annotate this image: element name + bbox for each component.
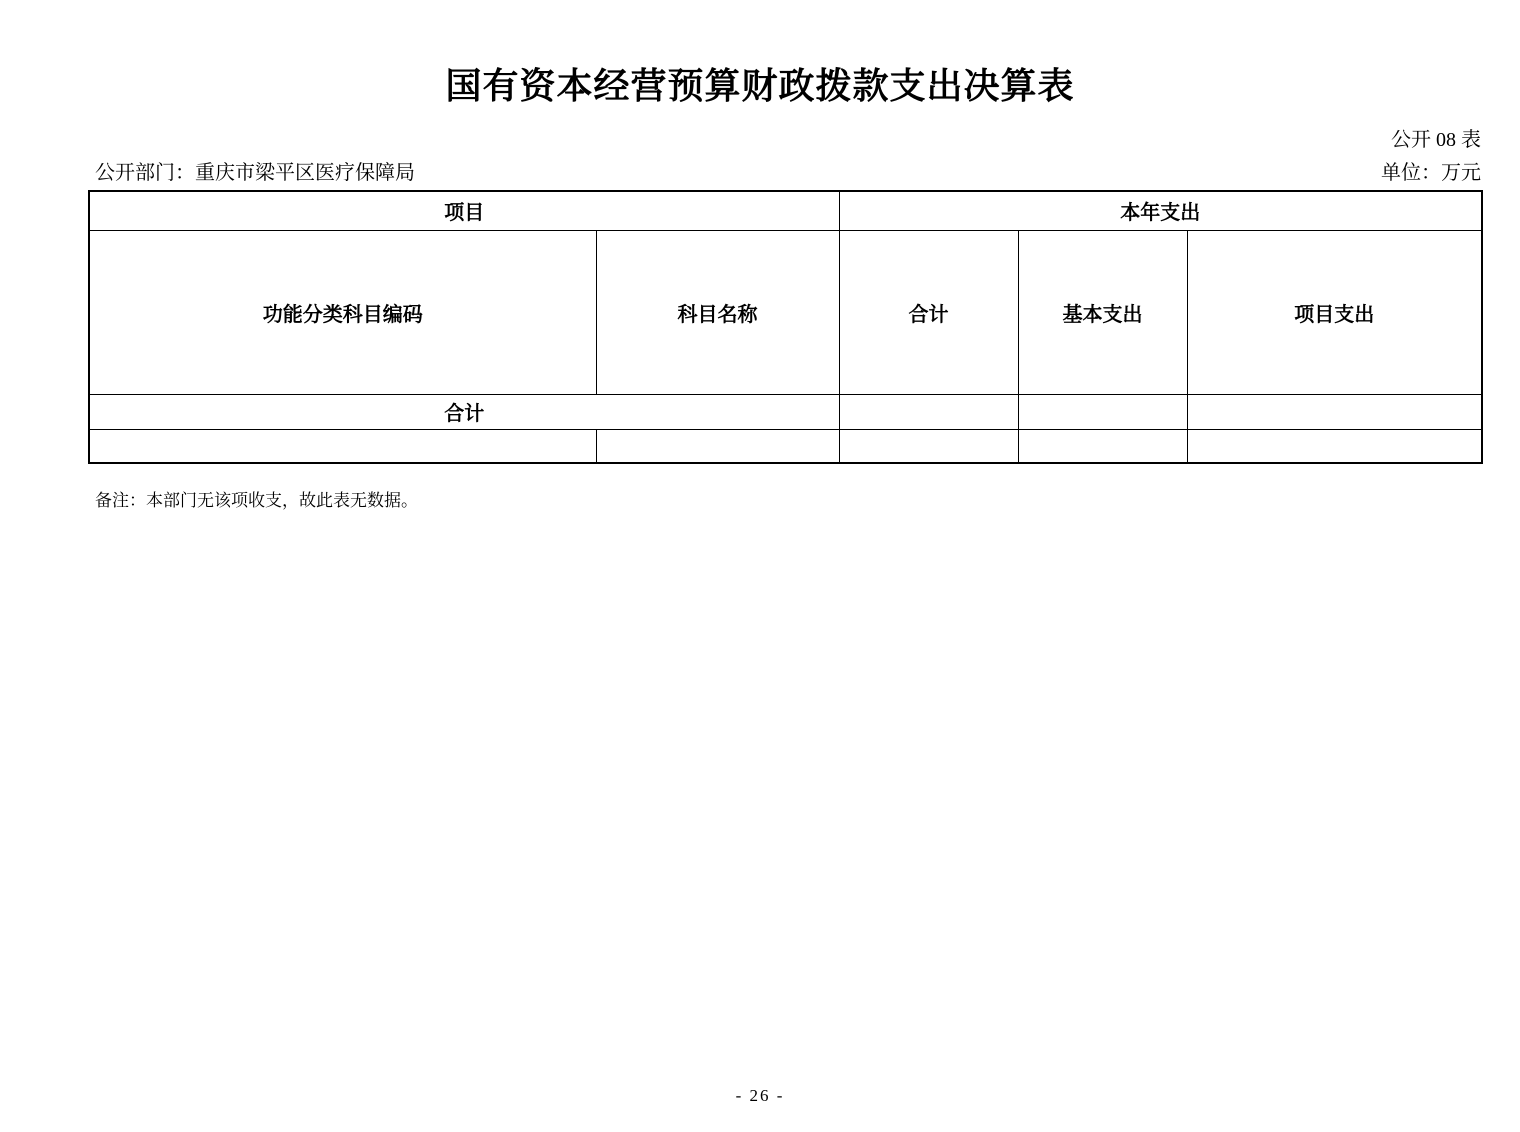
total-row-cell-project-expenditure — [1187, 394, 1482, 429]
empty-row-cell-total — [839, 429, 1018, 463]
note-text: 备注：本部门无该项收支，故此表无数据。 — [95, 491, 418, 510]
total-row-label: 合计 — [89, 394, 839, 429]
total-row-cell-total — [839, 394, 1018, 429]
table-row-total — [89, 394, 1482, 429]
table-row-empty — [89, 429, 1482, 463]
group-header-project: 项目 — [89, 191, 839, 230]
page-title: 国有资本经营预算财政拨款支出决算表 — [445, 66, 1075, 106]
empty-row-cell-basic-expenditure — [1018, 429, 1187, 463]
empty-row-cell-project-expenditure — [1187, 429, 1482, 463]
table-column-header-row — [89, 230, 1482, 394]
unit-label: 单位：万元 — [1381, 162, 1481, 184]
group-header-current-year-expenditure: 本年支出 — [839, 191, 1482, 230]
col-header-basic-expenditure: 基本支出 — [1018, 230, 1187, 394]
empty-row-cell-function-code — [89, 429, 596, 463]
form-number-label: 公开 08 表 — [1391, 129, 1481, 151]
col-header-subject-name: 科目名称 — [596, 230, 839, 394]
department-label: 公开部门：重庆市梁平区医疗保障局 — [95, 162, 415, 184]
col-header-project-expenditure: 项目支出 — [1187, 230, 1482, 394]
table-group-header-row — [89, 191, 1482, 230]
meta-row — [0, 156, 1520, 185]
empty-row-cell-subject-name — [596, 429, 839, 463]
total-row-cell-basic-expenditure — [1018, 394, 1187, 429]
page-number: - 26 - — [735, 1086, 785, 1105]
col-header-function-code: 功能分类科目编码 — [89, 230, 596, 394]
budget-table — [88, 190, 1483, 464]
col-header-total: 合计 — [839, 230, 1018, 394]
